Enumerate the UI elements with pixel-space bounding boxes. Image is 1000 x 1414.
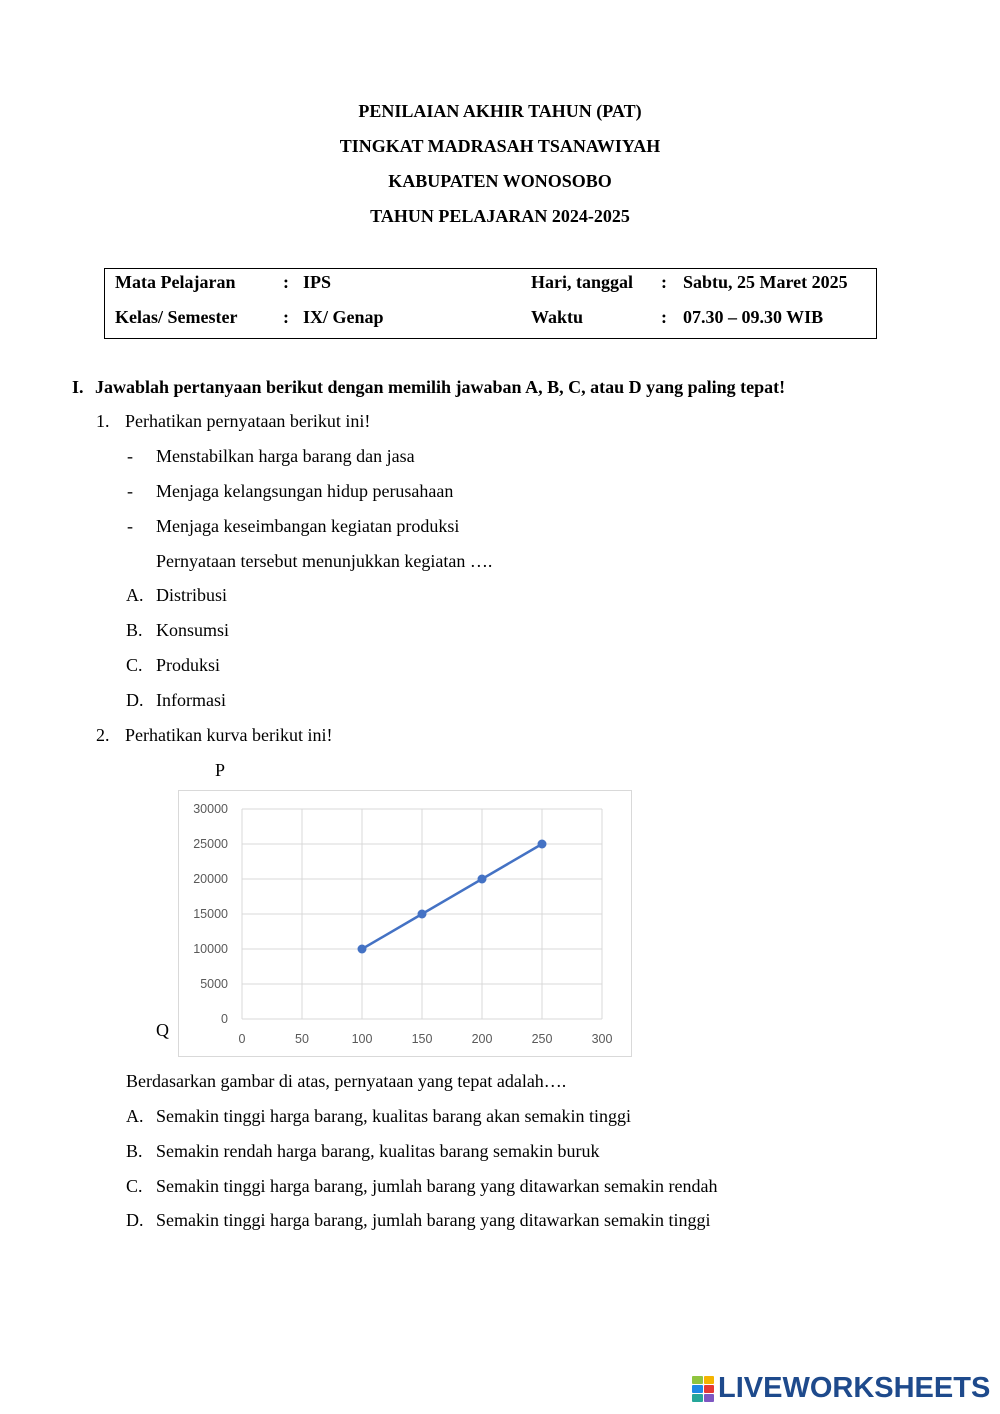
data-point	[478, 875, 487, 884]
colon: :	[283, 272, 289, 292]
q2-option-c[interactable]: Semakin tinggi harga barang, jumlah barang yang ditawarkan semakin rendah	[156, 1176, 718, 1196]
q1-option-b[interactable]: Konsumsi	[156, 620, 230, 640]
q1-text: Perhatikan pernyataan berikut ini!	[125, 411, 371, 431]
y-tick-label: 20000	[193, 872, 228, 886]
logo-square	[692, 1376, 703, 1384]
school-level: TINGKAT MADRASAH TSANAWIYAH	[339, 136, 661, 156]
q2-number: 2.	[96, 725, 110, 745]
exam-title: PENILAIAN AKHIR TAHUN (PAT)	[358, 101, 642, 121]
data-point	[418, 910, 427, 919]
logo-square	[704, 1385, 715, 1393]
y-tick-label: 25000	[193, 837, 228, 851]
time-label: Waktu	[531, 307, 584, 327]
q1-stem: Pernyataan tersebut menunjukkan kegiatan ….	[156, 551, 493, 571]
q2-text: Perhatikan kurva berikut ini!	[125, 725, 333, 745]
q1-option-letter[interactable]: A.	[126, 585, 144, 605]
exam-header	[0, 94, 1000, 234]
liveworksheets-icon	[692, 1376, 714, 1402]
exam-info-box	[104, 268, 877, 339]
bullet-mark: -	[127, 516, 133, 536]
x-tick-label: 150	[411, 1032, 433, 1046]
colon: :	[661, 272, 667, 292]
x-tick-label: 100	[351, 1032, 373, 1046]
y-tick-label: 30000	[193, 802, 228, 816]
day-value: Sabtu, 25 Maret 2025	[683, 272, 848, 292]
q2-option-a[interactable]: Semakin tinggi harga barang, kualitas barang akan semakin tinggi	[156, 1106, 632, 1126]
class-value: IX/ Genap	[303, 307, 384, 327]
day-label: Hari, tanggal	[531, 272, 633, 292]
logo-square	[704, 1376, 715, 1384]
q2-option-b[interactable]: Semakin rendah harga barang, kualitas barang semakin buruk	[156, 1141, 600, 1161]
data-point	[358, 945, 367, 954]
chart-y-axis-label: P	[215, 760, 226, 780]
logo-square	[692, 1385, 703, 1393]
subject-value: IPS	[303, 272, 332, 292]
academic-year: TAHUN PELAJARAN 2024-2025	[370, 206, 630, 226]
regency: KABUPATEN WONOSOBO	[388, 171, 612, 191]
q1-bullet: Menjaga keseimbangan kegiatan produksi	[156, 516, 460, 536]
q1-option-letter[interactable]: D.	[126, 690, 144, 710]
q2-option-letter[interactable]: D.	[126, 1210, 144, 1230]
data-point	[538, 840, 547, 849]
section-number: I.	[72, 377, 84, 397]
bullet-mark: -	[127, 481, 133, 501]
q2-option-letter[interactable]: C.	[126, 1176, 143, 1196]
colon: :	[661, 307, 667, 327]
q2-stem: Berdasarkan gambar di atas, pernyataan yang tepat adalah….	[126, 1071, 567, 1091]
y-tick-label: 10000	[193, 942, 228, 956]
series-line	[362, 844, 542, 949]
q2-option-letter[interactable]: A.	[126, 1106, 144, 1126]
q1-option-letter[interactable]: B.	[126, 620, 143, 640]
logo-square	[704, 1394, 715, 1402]
x-tick-label: 0	[238, 1032, 246, 1046]
q1-option-d[interactable]: Informasi	[156, 690, 226, 710]
q1-option-a[interactable]: Distribusi	[156, 585, 228, 605]
y-tick-label: 15000	[193, 907, 228, 921]
liveworksheets-brand: LIVEWORKSHEETS	[718, 1372, 991, 1404]
y-tick-label: 0	[221, 1012, 228, 1026]
q1-bullet: Menstabilkan harga barang dan jasa	[156, 446, 415, 466]
supply-chart	[178, 790, 632, 1057]
colon: :	[283, 307, 289, 327]
q2-option-letter[interactable]: B.	[126, 1141, 143, 1161]
section-instruction: Jawablah pertanyaan berikut dengan memilih jawaban A, B, C, atau D yang paling tepat!	[95, 377, 786, 397]
bullet-mark: -	[127, 446, 133, 466]
logo-square	[692, 1394, 703, 1402]
q1-number: 1.	[96, 411, 110, 431]
x-tick-label: 300	[591, 1032, 613, 1046]
q1-option-letter[interactable]: C.	[126, 655, 143, 675]
q1-option-c[interactable]: Produksi	[156, 655, 221, 675]
time-value: 07.30 – 09.30 WIB	[683, 307, 824, 327]
chart-x-axis-label: Q	[156, 1020, 169, 1040]
subject-label: Mata Pelajaran	[115, 272, 236, 292]
q2-option-d[interactable]: Semakin tinggi harga barang, jumlah barang yang ditawarkan semakin tinggi	[156, 1210, 711, 1230]
x-tick-label: 50	[295, 1032, 309, 1046]
x-tick-label: 250	[531, 1032, 553, 1046]
liveworksheets-logo[interactable]	[692, 1372, 990, 1405]
q1-bullet: Menjaga kelangsungan hidup perusahaan	[156, 481, 454, 501]
x-tick-label: 200	[471, 1032, 493, 1046]
class-label: Kelas/ Semester	[115, 307, 238, 327]
y-tick-label: 5000	[200, 977, 228, 991]
